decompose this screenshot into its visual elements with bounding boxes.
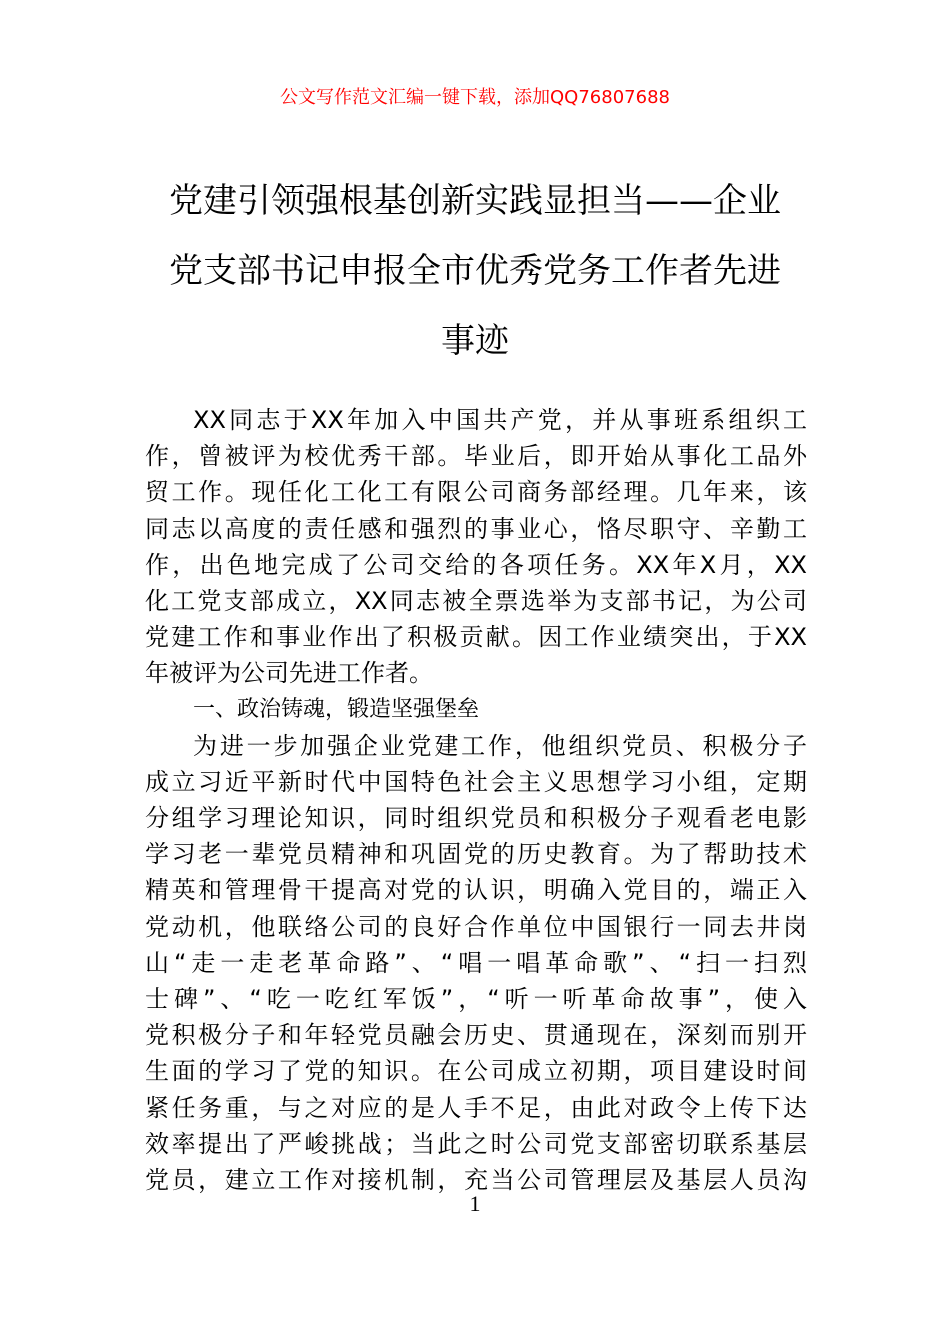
text-line: 效率提出了严峻挑战；当此之时公司党支部密切联系基层 — [145, 1129, 807, 1158]
text-line: 士碑”、“吃一吃红军饭”，“听一听革命故事”，使入 — [145, 985, 807, 1013]
text-line: 作，出色地完成了公司交给的各项任务。XX年X月，XX — [145, 550, 807, 579]
text-line: 紧任务重，与之对应的是人手不足，由此对政令上传下达 — [145, 1093, 807, 1122]
page-number: 1 — [469, 1191, 481, 1216]
paragraph-intro — [145, 402, 807, 692]
title-line: 党建引领强根基创新实践显担当——企业 — [169, 181, 781, 221]
title-line: 党支部书记申报全市优秀党务工作者先进 — [169, 251, 781, 291]
text-line: 党建工作和事业作出了积极贡献。因工作业绩突出，于XX — [145, 623, 807, 652]
text-line: 同志以高度的责任感和强烈的事业心，恪尽职守、辛勤工 — [145, 514, 807, 543]
text-line: 精英和管理骨干提高对党的认识，明确入党目的，端正入 — [145, 876, 807, 905]
section-heading: 一、政治铸魂，锻造坚强堡垒 — [193, 696, 480, 722]
text-line: 成立习近平新时代中国特色社会主义思想学习小组，定期 — [145, 767, 807, 796]
document-body — [145, 402, 807, 1198]
text-line: 化工党支部成立，XX同志被全票选举为支部书记，为公司 — [145, 586, 807, 615]
text-line: 作，曾被评为校优秀干部。毕业后，即开始从事化工品外 — [145, 442, 807, 471]
text-line: 党员，建立工作对接机制，充当公司管理层及基层人员沟 — [145, 1165, 807, 1194]
promo-header-text: 公文写作范文汇编一键下载，添加QQ76807688 — [280, 87, 670, 108]
text-line: 年被评为公司先进工作者。 — [145, 659, 433, 688]
text-line: 山“走一走老革命路”、“唱一唱革命歌”、“扫一扫烈 — [145, 948, 807, 977]
text-line: 生面的学习了党的知识。在公司成立初期，项目建设时间 — [145, 1057, 807, 1086]
text-line: XX同志于XX年加入中国共产党，并从事班系组织工 — [193, 406, 807, 434]
text-line: 学习老一辈党员精神和巩固党的历史教育。为了帮助技术 — [145, 840, 807, 869]
text-line: 分组学习理论知识，同时组织党员和积极分子观看老电影 — [145, 804, 807, 833]
text-line: 为进一步加强企业党建工作，他组织党员、积极分子 — [193, 731, 807, 760]
text-line: 贸工作。现任化工化工有限公司商务部经理。几年来，该 — [145, 478, 807, 507]
text-line: 党动机，他联络公司的良好合作单位中国银行一同去井岗 — [145, 912, 807, 941]
document-title — [130, 166, 820, 376]
paragraph-section1 — [145, 728, 807, 1198]
text-line: 党积极分子和年轻党员融会历史、贯通现在，深刻而别开 — [145, 1021, 807, 1050]
title-line: 事迹 — [441, 321, 509, 361]
